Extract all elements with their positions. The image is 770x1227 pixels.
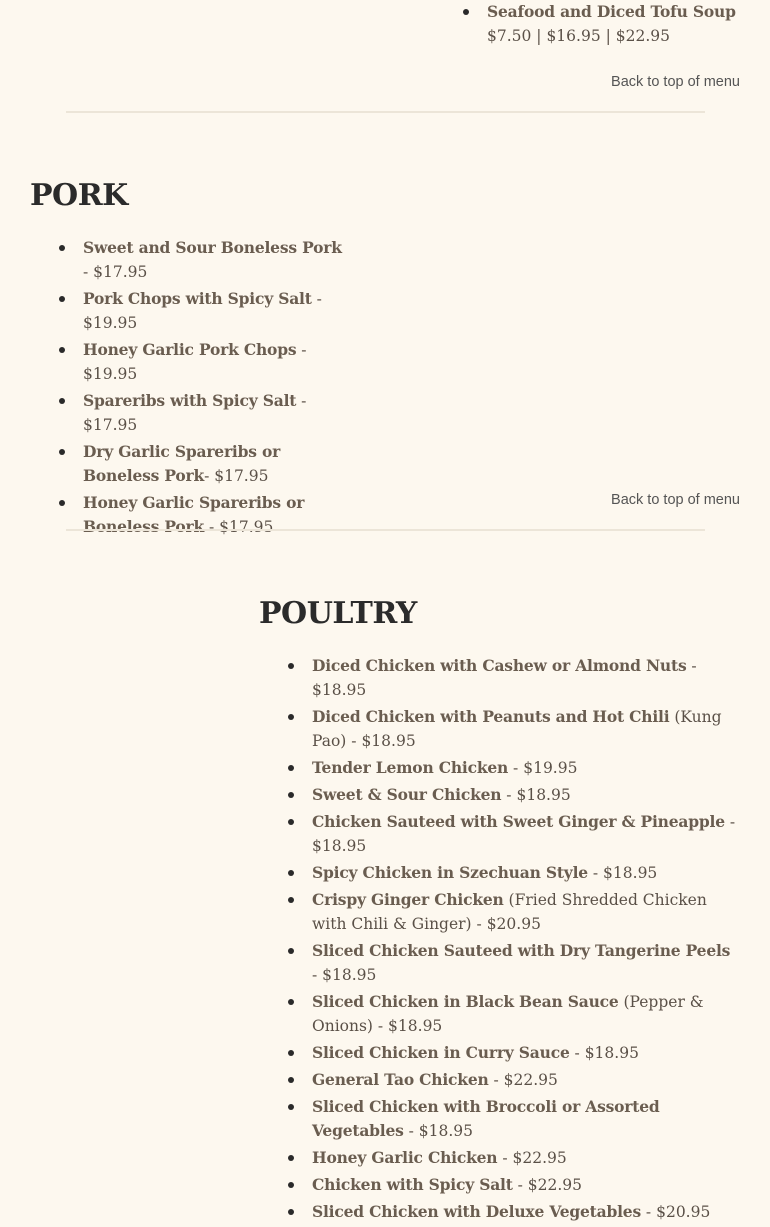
menu-item-price: - $19.95 <box>508 759 578 777</box>
menu-item <box>312 939 738 987</box>
menu-item-name: Spareribs with Spicy Salt <box>83 391 297 410</box>
menu-item-price: - $18.95 <box>312 813 736 855</box>
menu-item-price: - $20.95 <box>641 1203 711 1221</box>
menu-item-name: Honey Garlic Chicken <box>312 1148 498 1167</box>
menu-item <box>312 1068 738 1092</box>
menu-item-name: Sliced Chicken Sauteed with Dry Tangerine Peels <box>312 941 731 960</box>
menu-item-name: Sliced Chicken with Deluxe Vegetables <box>312 1202 641 1221</box>
menu-item <box>83 491 345 539</box>
menu-item-price: - $18.95 <box>403 1122 474 1140</box>
menu-item-price: - $18.95 <box>569 1044 639 1062</box>
menu-item-price: (Fried Shredded Chicken with Chili & Ginger) - $20.95 <box>312 891 707 933</box>
menu-item-price: - $18.95 <box>312 657 697 699</box>
menu-item-price: - $22.95 <box>488 1071 558 1089</box>
menu-item-name: Sliced Chicken in Curry Sauce <box>312 1043 570 1062</box>
menu-item-price: - $17.95 <box>204 518 274 536</box>
menu-item-price: - $17.95 <box>83 392 307 434</box>
menu-item <box>312 990 738 1038</box>
menu-item-price: - $17.95 <box>83 263 148 281</box>
menu-item-name: Sliced Chicken in Black Bean Sauce <box>312 992 619 1011</box>
section-divider <box>66 529 705 531</box>
menu-item-name: Seafood and Diced Tofu Soup <box>487 2 736 21</box>
menu-item <box>312 705 738 753</box>
menu-item-name: Sweet & Sour Chicken <box>312 785 502 804</box>
section-heading-pork: PORK <box>30 178 128 213</box>
menu-item-price: - $19.95 <box>83 290 322 332</box>
menu-item <box>312 1173 738 1197</box>
soup-menu-list <box>487 0 747 51</box>
menu-item-name: Diced Chicken with Cashew or Almond Nuts <box>312 656 687 675</box>
menu-item-name: Dry Garlic Spareribs or Boneless Pork <box>83 442 281 485</box>
menu-item <box>83 236 345 284</box>
pork-menu-list <box>83 236 345 542</box>
menu-item <box>312 783 738 807</box>
menu-item <box>312 888 738 936</box>
menu-item <box>312 756 738 780</box>
back-to-top-link[interactable]: Back to top of menu <box>611 492 740 508</box>
menu-item-name: Sweet and Sour Boneless Pork <box>83 238 342 257</box>
menu-item <box>312 861 738 885</box>
menu-item-name: Honey Garlic Spareribs or Boneless Pork <box>83 493 305 536</box>
menu-item <box>312 810 738 858</box>
menu-item-name: Spicy Chicken in Szechuan Style <box>312 863 588 882</box>
menu-item-name: Crispy Ginger Chicken <box>312 890 504 909</box>
menu-item-name: Chicken with Spicy Salt <box>312 1175 513 1194</box>
menu-item-price: - $22.95 <box>512 1176 583 1194</box>
back-to-top-link[interactable]: Back to top of menu <box>611 74 740 90</box>
menu-item <box>83 287 345 335</box>
section-heading-poultry: POULTRY <box>259 596 417 631</box>
poultry-menu-list <box>312 654 738 1227</box>
menu-item-name: Sliced Chicken with Broccoli or Assorted Vegetables <box>312 1097 660 1140</box>
menu-item <box>312 1200 738 1224</box>
menu-item-price: (Kung Pao) - $18.95 <box>312 708 722 750</box>
menu-item-name: Chicken Sauteed with Sweet Ginger & Pineapple <box>312 812 725 831</box>
menu-item-price: - $18.95 <box>312 966 377 984</box>
menu-item-name: Honey Garlic Pork Chops <box>83 340 297 359</box>
menu-item <box>83 389 345 437</box>
menu-item-price: - $18.95 <box>501 786 571 804</box>
menu-item-price: - $18.95 <box>587 864 658 882</box>
menu-item <box>312 1041 738 1065</box>
menu-item <box>83 338 345 386</box>
menu-item-price: (Pepper & Onions) - $18.95 <box>312 993 704 1035</box>
menu-item-name: Tender Lemon Chicken <box>312 758 509 777</box>
menu-item <box>487 0 747 48</box>
menu-item-name: Pork Chops with Spicy Salt <box>83 289 312 308</box>
menu-item <box>312 1095 738 1143</box>
menu-item-price: $7.50 | $16.95 | $22.95 <box>487 27 670 45</box>
menu-item-price: - $22.95 <box>497 1149 567 1167</box>
menu-item-price: - $17.95 <box>204 467 269 485</box>
menu-item-price: - $19.95 <box>83 341 307 383</box>
menu-item <box>312 654 738 702</box>
menu-item-name: General Tao Chicken <box>312 1070 489 1089</box>
menu-item-name: Diced Chicken with Peanuts and Hot Chili <box>312 707 670 726</box>
menu-item <box>312 1146 738 1170</box>
section-divider <box>66 111 705 113</box>
menu-item <box>83 440 345 488</box>
